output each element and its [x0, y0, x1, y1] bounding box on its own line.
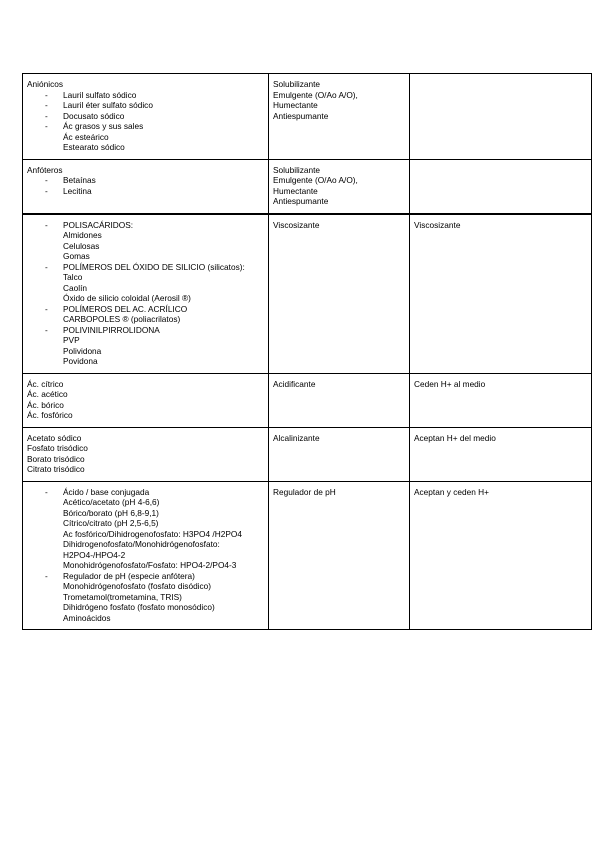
- function-line: Viscosizante: [273, 219, 320, 230]
- cell-excipients: [23, 373, 269, 427]
- cell-mechanism: [410, 74, 592, 160]
- function-line: Antiespumante: [273, 196, 329, 206]
- cell-function: [269, 373, 410, 427]
- function-line: Antiespumante: [273, 110, 329, 121]
- list-item: Trometamol(trometamina, TRIS): [63, 591, 182, 602]
- list-item: Monohidrógenofosfato (fosfato disódico): [63, 581, 212, 591]
- cell-function: [269, 481, 410, 630]
- list-item: Monohidrógenofosfato/Fosfato: HPO4-2/PO4-3: [63, 560, 237, 570]
- list-item: Dihidrógeno fosfato (fosfato monosódico): [63, 602, 215, 612]
- list-item: Aminoácidos: [63, 612, 111, 623]
- function-line: Emulgente (O/Ao A/O),: [273, 89, 358, 100]
- list-item: - Betaínas: [27, 175, 264, 186]
- list-item: - Docusato sódico: [27, 111, 264, 122]
- list-item: Ac fosfórico/Dihidrogenofosfato: H3PO4 /H2PO4: [63, 528, 242, 539]
- group-heading: Aniónicos: [27, 79, 63, 89]
- table-row: [23, 427, 592, 481]
- cell-mechanism: [410, 159, 592, 214]
- list-item: Povidona: [63, 356, 98, 366]
- list-item: Fosfato trisódico: [27, 443, 88, 453]
- cell-excipients: [23, 74, 269, 160]
- list-item: - Ácido / base conjugada: [27, 487, 264, 498]
- list-item: Óxido de silicio coloidal (Aerosil ®): [63, 293, 191, 303]
- function-line: Humectante: [273, 100, 318, 110]
- cell-mechanism: Aceptan H+ del medio: [410, 427, 592, 481]
- list-item: - POLÍMEROS DEL AC. ACRÍLICO: [27, 304, 264, 315]
- list-item: - Lauril éter sulfato sódico: [27, 100, 264, 111]
- cell-function: [269, 214, 410, 374]
- table-row: [23, 159, 592, 214]
- function-line: Regulador de pH: [273, 486, 336, 497]
- list-item: - POLIVINILPIRROLIDONA: [27, 325, 264, 336]
- list-item: Ác. cítrico: [27, 378, 64, 389]
- table-row: [23, 481, 592, 630]
- list-item: - Lauril sulfato sódico: [27, 90, 264, 101]
- cell-mechanism: Viscosizante: [410, 214, 592, 374]
- cell-excipients: [23, 427, 269, 481]
- cell-function: [269, 159, 410, 214]
- list-item: Bórico/borato (pH 6,8-9,1): [63, 507, 159, 518]
- cell-excipients: [23, 159, 269, 214]
- function-line: Emulgente (O/Ao A/O),: [273, 175, 358, 185]
- list-item: Citrato trisódico: [27, 464, 85, 474]
- list-item: Acetato sódico: [27, 432, 82, 443]
- list-item: Acético/acetato (pH 4-6,6): [63, 497, 160, 507]
- list-item: Dihidrogenofosfato/Monohidrógenofosfato:: [63, 539, 220, 549]
- function-line: Solubilizante: [273, 164, 321, 175]
- group-heading: Anfóteros: [27, 164, 63, 175]
- list-item: Almidones: [63, 230, 102, 240]
- list-item: Gomas: [63, 251, 90, 261]
- list-item: - POLISACÁRIDOS:: [27, 220, 264, 231]
- list-item: Ác. acético: [27, 389, 68, 399]
- table-row: [23, 373, 592, 427]
- function-line: Humectante: [273, 185, 318, 196]
- list-item: Borato trisódico: [27, 453, 85, 464]
- cell-function: [269, 74, 410, 160]
- excipients-table: [22, 73, 592, 630]
- list-item: Talco: [63, 272, 83, 282]
- list-item: - Regulador de pH (especie anfótera): [27, 571, 264, 582]
- list-item: Cítrico/citrato (pH 2,5-6,5): [63, 518, 159, 528]
- list-item: CARBOPOLES ® (poliacrilatos): [63, 314, 181, 324]
- list-item: - POLÍMEROS DEL ÓXIDO DE SILICIO (silicatos):: [27, 262, 264, 273]
- list-item: - Lecitina: [27, 186, 264, 197]
- function-line: Alcalinizante: [273, 432, 320, 443]
- list-item: Ác. fosfórico: [27, 410, 73, 420]
- table-row: [23, 74, 592, 160]
- cell-function: [269, 427, 410, 481]
- list-item: H2PO4-/HPO4-2: [63, 549, 126, 560]
- list-item: Ác. bórico: [27, 399, 64, 410]
- function-line: Acidificante: [273, 378, 316, 389]
- list-item: Caolín: [63, 282, 87, 293]
- list-item: Celulosas: [63, 240, 100, 251]
- list-item: Estearato sódico: [63, 142, 125, 152]
- table-row: [23, 214, 592, 374]
- list-item: Polividona: [63, 345, 102, 356]
- list-item: - Ác grasos y sus sales: [27, 121, 264, 132]
- list-item: PVP: [63, 335, 80, 345]
- cell-excipients: [23, 481, 269, 630]
- function-line: Solubilizante: [273, 79, 321, 89]
- list-item: Ác esteárico: [63, 131, 109, 142]
- cell-excipients: [23, 214, 269, 374]
- cell-mechanism: Ceden H+ al medio: [410, 373, 592, 427]
- cell-mechanism: Aceptan y ceden H+: [410, 481, 592, 630]
